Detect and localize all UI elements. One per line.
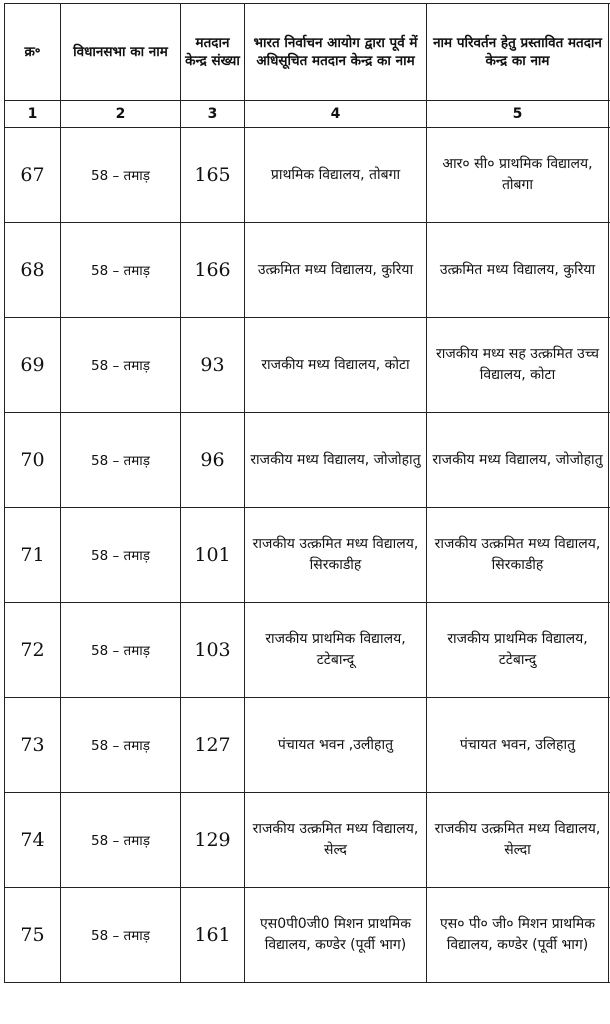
old-name-cell: राजकीय उत्क्रमित मध्य विद्यालय, सिरकाडीह [245,508,427,603]
table-row [5,603,610,698]
header-serial: क्र॰ [5,4,61,101]
old-name-cell: उत्क्रमित मध्य विद्यालय, कुरिया [245,223,427,318]
new-name-cell: एस० पी० जी० मिशन प्राथमिक विद्यालय, कण्डेर (पूर्वी भाग) [427,888,609,983]
header-old-name: भारत निर्वाचन आयोग द्वारा पूर्व में अधिसूचित मतदान केन्द्र का नाम [245,4,427,101]
column-number: 3 [181,101,245,128]
booth-number-cell: 161 [181,888,245,983]
polling-station-table [4,3,610,983]
assembly-cell: 58 – तमाड़ [61,223,181,318]
table-row [5,698,610,793]
table-row [5,318,610,413]
booth-number-cell: 93 [181,318,245,413]
serial-cell: 71 [5,508,61,603]
booth-number-cell: 103 [181,603,245,698]
column-number-row [5,101,610,128]
assembly-cell: 58 – तमाड़ [61,318,181,413]
old-name-cell: पंचायत भवन ,उलीहातु [245,698,427,793]
serial-cell: 73 [5,698,61,793]
serial-cell: 72 [5,603,61,698]
serial-cell: 74 [5,793,61,888]
new-name-cell: राजकीय उत्क्रमित मध्य विद्यालय, सेल्दा [427,793,609,888]
new-name-cell: राजकीय मध्य सह उत्क्रमित उच्च विद्यालय, कोटा [427,318,609,413]
assembly-cell: 58 – तमाड़ [61,603,181,698]
header-row [5,4,610,101]
new-name-cell: राजकीय प्राथमिक विद्यालय, टटेबान्दु [427,603,609,698]
old-name-cell: राजकीय मध्य विद्यालय, जोजोहातु [245,413,427,508]
assembly-cell: 58 – तमाड़ [61,413,181,508]
serial-cell: 67 [5,128,61,223]
new-name-cell: राजकीय उत्क्रमित मध्य विद्यालय, सिरकाडीह [427,508,609,603]
column-number: 5 [427,101,609,128]
old-name-cell: राजकीय मध्य विद्यालय, कोटा [245,318,427,413]
serial-cell: 70 [5,413,61,508]
header-booth-number: मतदान केन्द्र संख्या [181,4,245,101]
assembly-cell: 58 – तमाड़ [61,888,181,983]
serial-cell: 75 [5,888,61,983]
column-number: 4 [245,101,427,128]
old-name-cell: एस0पी0जी0 मिशन प्राथमिक विद्यालय, कण्डेर (पूर्वी भाग) [245,888,427,983]
table-row [5,793,610,888]
old-name-cell: प्राथमिक विद्यालय, तोबगा [245,128,427,223]
header-assembly: विधानसभा का नाम [61,4,181,101]
column-number: 1 [5,101,61,128]
old-name-cell: राजकीय उत्क्रमित मध्य विद्यालय, सेल्द [245,793,427,888]
header-new-name: नाम परिवर्तन हेतु प्रस्तावित मतदान केन्द्र का नाम [427,4,609,101]
serial-cell: 68 [5,223,61,318]
new-name-cell: राजकीय मध्य विद्यालय, जोजोहातु [427,413,609,508]
new-name-cell: पंचायत भवन, उलिहातु [427,698,609,793]
assembly-cell: 58 – तमाड़ [61,793,181,888]
column-number: 2 [61,101,181,128]
booth-number-cell: 165 [181,128,245,223]
booth-number-cell: 166 [181,223,245,318]
assembly-cell: 58 – तमाड़ [61,698,181,793]
table-row [5,223,610,318]
booth-number-cell: 101 [181,508,245,603]
new-name-cell: आर० सी० प्राथमिक विद्यालय, तोबगा [427,128,609,223]
table-row [5,888,610,983]
booth-number-cell: 96 [181,413,245,508]
serial-cell: 69 [5,318,61,413]
booth-number-cell: 129 [181,793,245,888]
old-name-cell: राजकीय प्राथमिक विद्यालय, टटेबान्दू [245,603,427,698]
assembly-cell: 58 – तमाड़ [61,128,181,223]
table-row [5,128,610,223]
new-name-cell: उत्क्रमित मध्य विद्यालय, कुरिया [427,223,609,318]
table-row [5,508,610,603]
booth-number-cell: 127 [181,698,245,793]
table-row [5,413,610,508]
assembly-cell: 58 – तमाड़ [61,508,181,603]
